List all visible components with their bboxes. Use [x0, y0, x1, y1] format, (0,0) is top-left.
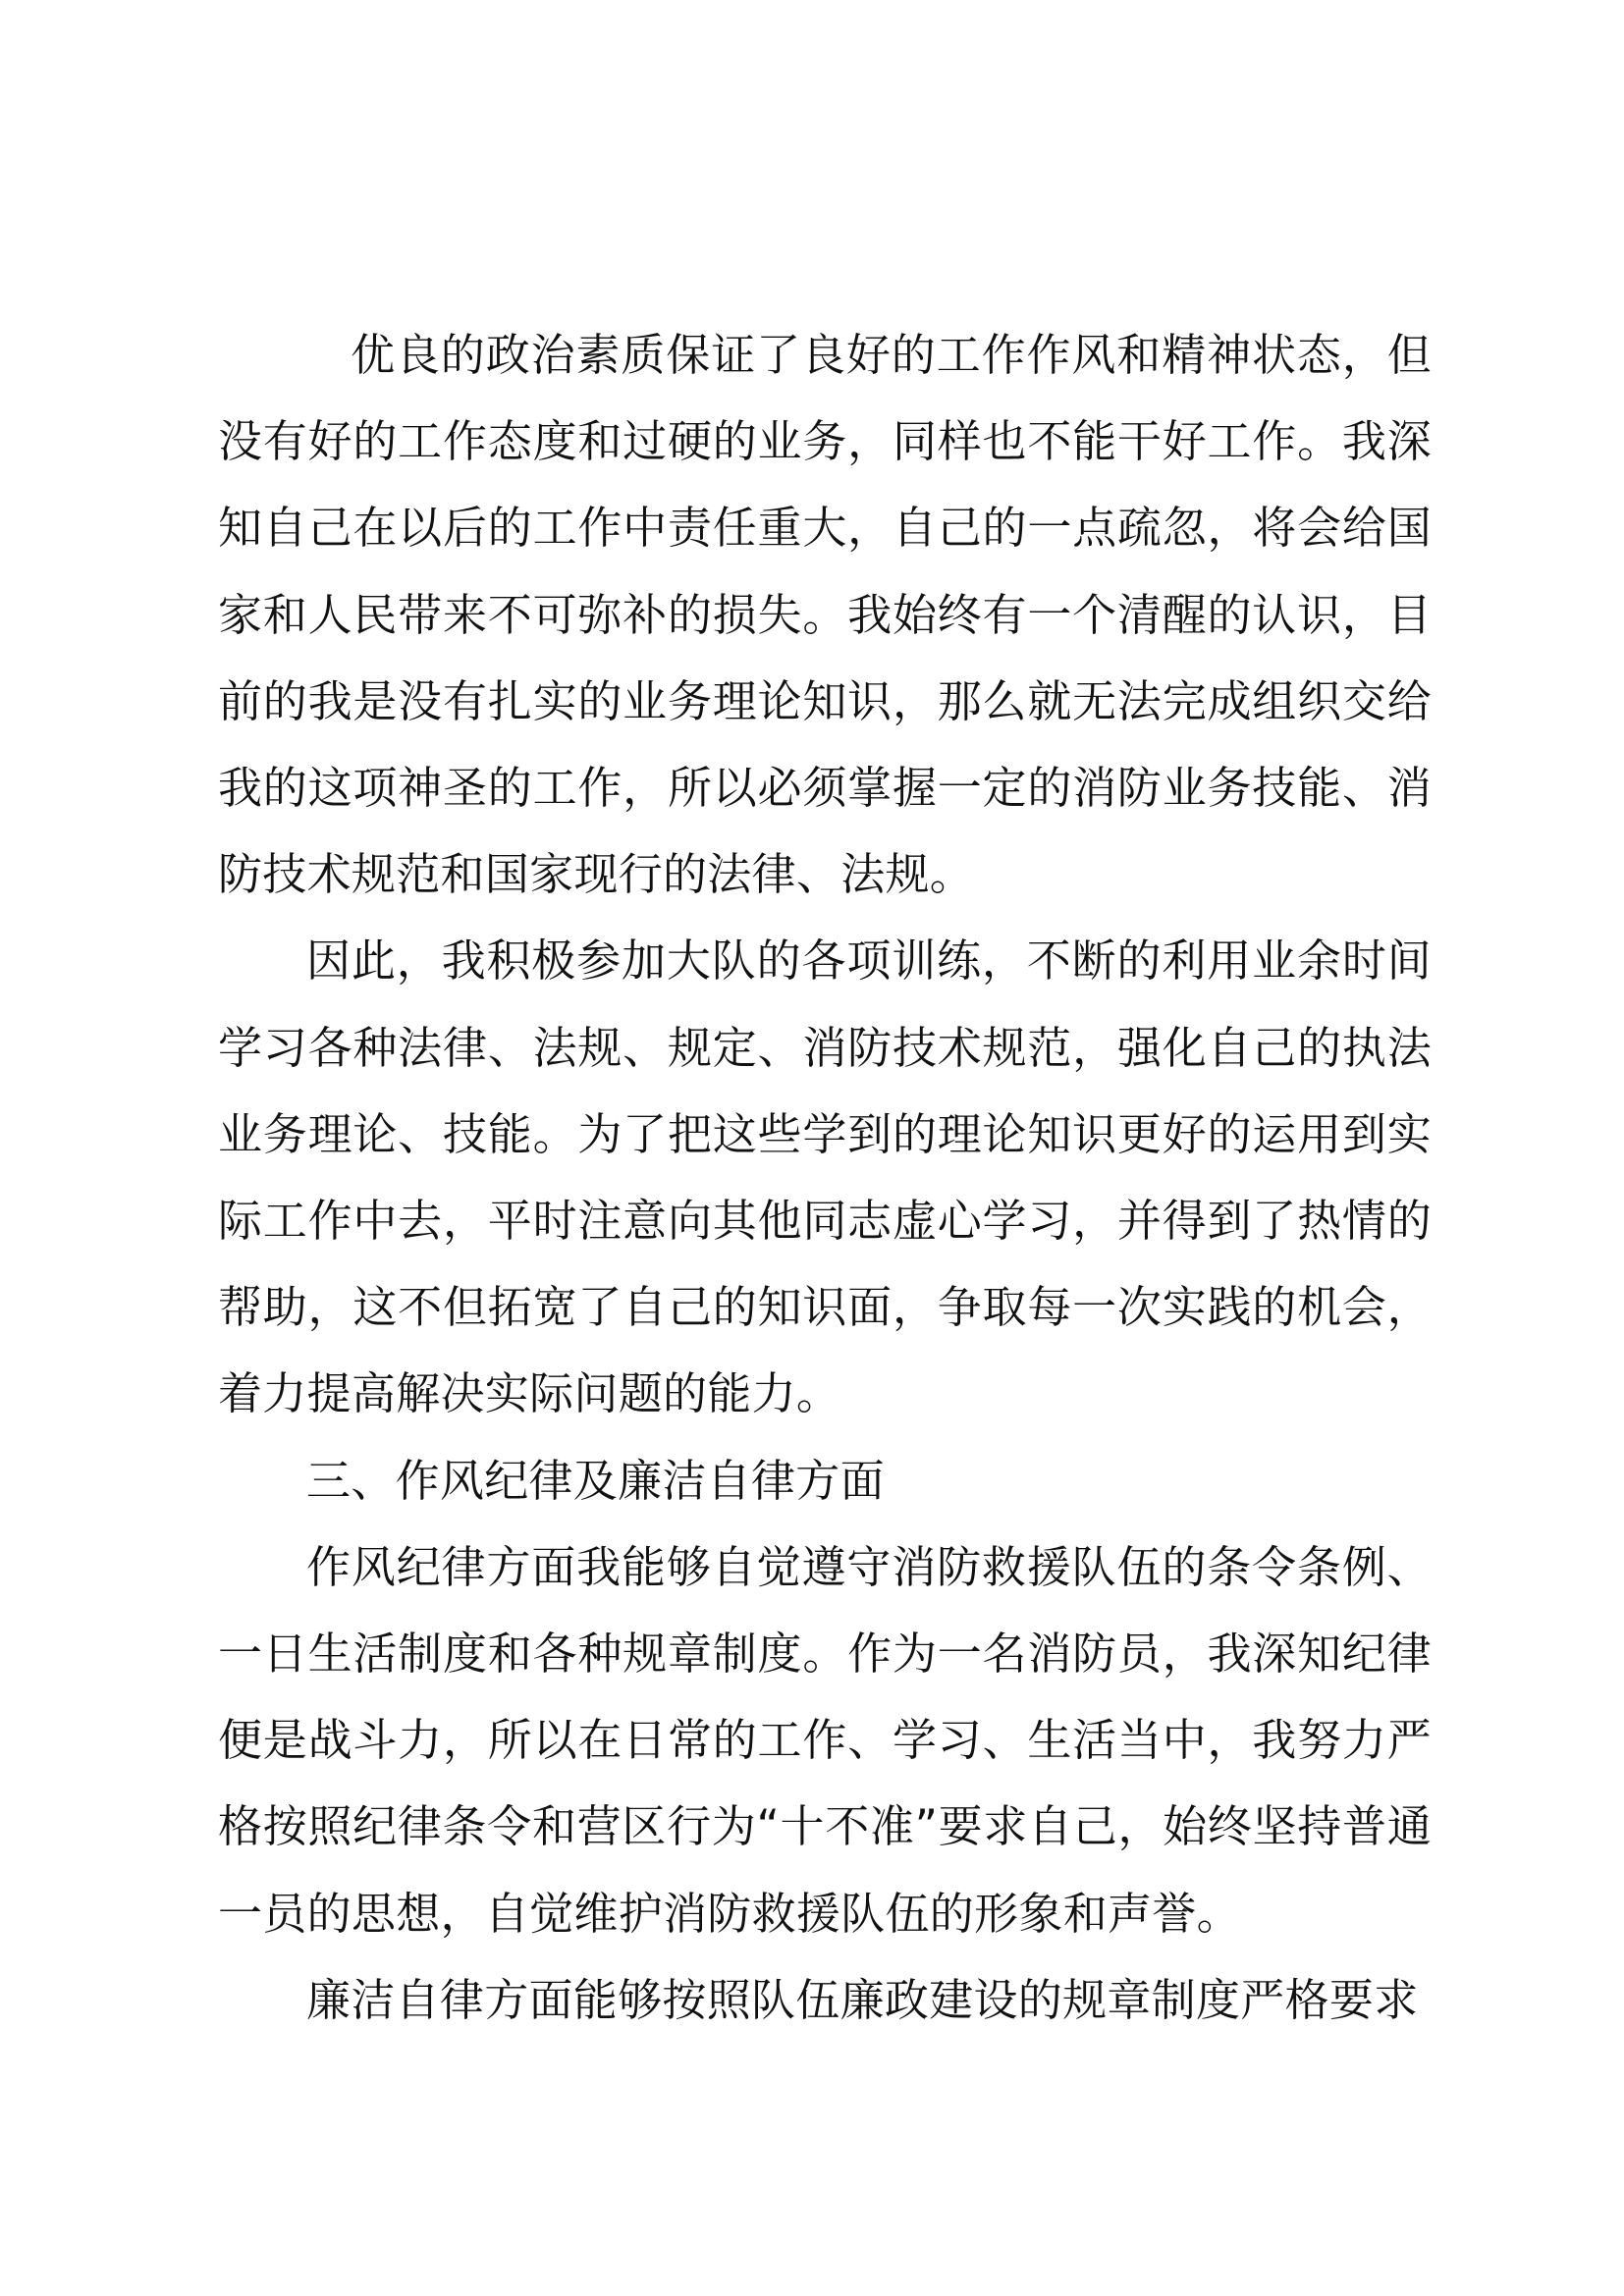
paragraph-discipline: 作风纪律方面我能够自觉遵守消防救援队伍的条令条例、一日生活制度和各种规章制度。作为一名消防员，我深知纪律便是战斗力，所以在日常的工作、学习、生活当中，我努力严格按照纪律条令和营区行为“十不准”要求自己，始终坚持普通一员的思想，自觉维护消防救援队伍的形象和声誉。: [218, 1540, 1432, 1940]
paragraph-training-study: 因此，我积极参加大队的各项训练，不断的利用业余时间学习各种法律、法规、规定、消防技术规范，强化自己的执法业务理论、技能。为了把这些学到的理论知识更好的运用到实际工作中去，平时注意向其他同志虚心学习，并得到了热情的帮助，这不但拓宽了自己的知识面，争取每一次实践的机会，着力提高解决实际问题的能力。: [218, 934, 1432, 1420]
paragraph-political-quality: 优良的政治素质保证了良好的工作作风和精神状态，但没有好的工作态度和过硬的业务，同样也不能干好工作。我深知自己在以后的工作中责任重大，自己的一点疏忽，将会给国家和人民带来不可弥补的损失。我始终有一个清醒的认识，目前的我是没有扎实的业务理论知识，那么就无法完成组织交给我的这项神圣的工作，所以必须掌握一定的消防业务技能、消防技术规范和国家现行的法律、法规。: [218, 329, 1432, 901]
paragraph-integrity: 廉洁自律方面能够按照队伍廉政建设的规章制度严格要求: [306, 1973, 1419, 2026]
section-heading-discipline: 三、作风纪律及廉洁自律方面: [306, 1454, 885, 1507]
document-body: [218, 312, 1432, 2044]
